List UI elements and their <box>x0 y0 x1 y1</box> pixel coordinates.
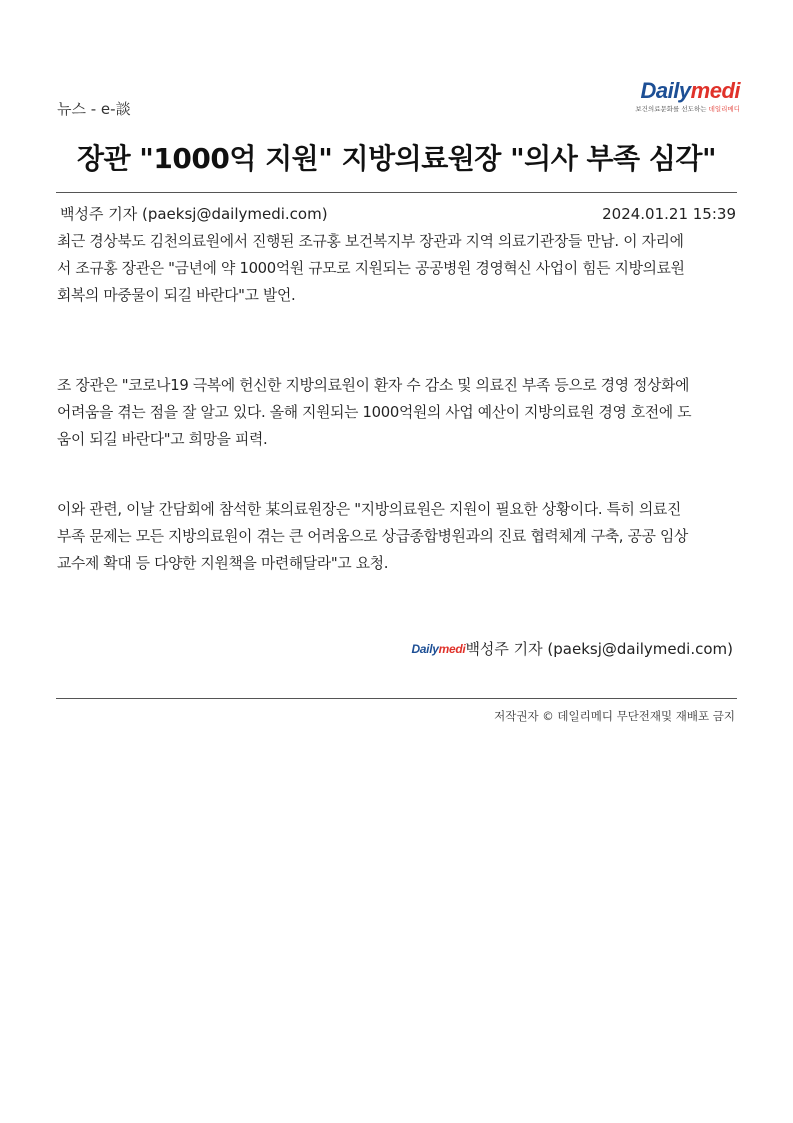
signoff-author: 백성주 기자 (paeksj@dailymedi.com) <box>465 640 733 658</box>
dailymedi-logo[interactable] <box>612 76 740 116</box>
signoff-logo <box>411 642 465 656</box>
paragraph-line: 교수제 확대 등 다양한 지원책을 마련해달라"고 요청. <box>57 555 389 572</box>
logo-medi-text: medi <box>690 78 740 103</box>
article-timestamp: 2024.01.21 15:39 <box>602 205 736 223</box>
article-byline: 백성주 기자 (paeksj@dailymedi.com) <box>60 205 328 223</box>
article-paragraph-3 <box>57 496 737 577</box>
footer-divider <box>56 698 737 699</box>
logo-wordmark <box>641 76 740 106</box>
logo-tagline-text: 보건의료문화를 선도하는 <box>635 105 707 113</box>
headline-divider <box>56 192 737 193</box>
logo-daily-text: Daily <box>640 78 691 103</box>
signoff-logo-medi: medi <box>438 642 466 656</box>
article-signoff <box>411 636 733 662</box>
paragraph-line: 최근 경상북도 김천의료원에서 진행된 조규홍 보건복지부 장관과 지역 의료기관장들 만남. 이 자리에 <box>57 233 684 250</box>
article-headline: 장관 "1000억 지원" 지방의료원장 "의사 부족 심각" <box>76 142 717 175</box>
paragraph-line: 이와 관련, 이날 간담회에 참석한 某의료원장은 "지방의료원은 지원이 필요한 상황이다. 특히 의료진 <box>57 501 682 518</box>
paragraph-line: 서 조규홍 장관은 "금년에 약 1000억원 규모로 지원되는 공공병원 경영혁신 사업이 힘든 지방의료원 <box>57 260 685 277</box>
paragraph-line: 부족 문제는 모든 지방의료원이 겪는 큰 어려움으로 상급종합병원과의 진료 협력체계 구축, 공공 임상 <box>57 528 688 545</box>
article-paragraph-2 <box>57 372 737 453</box>
paragraph-line: 조 장관은 "코로나19 극복에 헌신한 지방의료원이 환자 수 감소 및 의료진 부족 등으로 경영 정상화에 <box>57 377 690 394</box>
logo-tagline-brand: 데일리메디 <box>708 105 740 113</box>
paragraph-line: 움이 되길 바란다"고 희망을 피력. <box>57 431 268 448</box>
logo-tagline <box>635 105 740 114</box>
paragraph-line: 어려움을 겪는 점을 잘 알고 있다. 올해 지원되는 1000억원의 사업 예산이 지방의료원 경영 호전에 도 <box>57 404 692 421</box>
paragraph-line: 회복의 마중물이 되길 바란다"고 발언. <box>57 287 296 304</box>
article-paragraph-1 <box>57 228 737 309</box>
copyright-notice: 저작권자 © 데일리메디 무단전재및 재배포 금지 <box>494 709 735 723</box>
section-label[interactable]: 뉴스 - e-談 <box>57 100 131 118</box>
signoff-logo-daily: Daily <box>411 642 439 656</box>
